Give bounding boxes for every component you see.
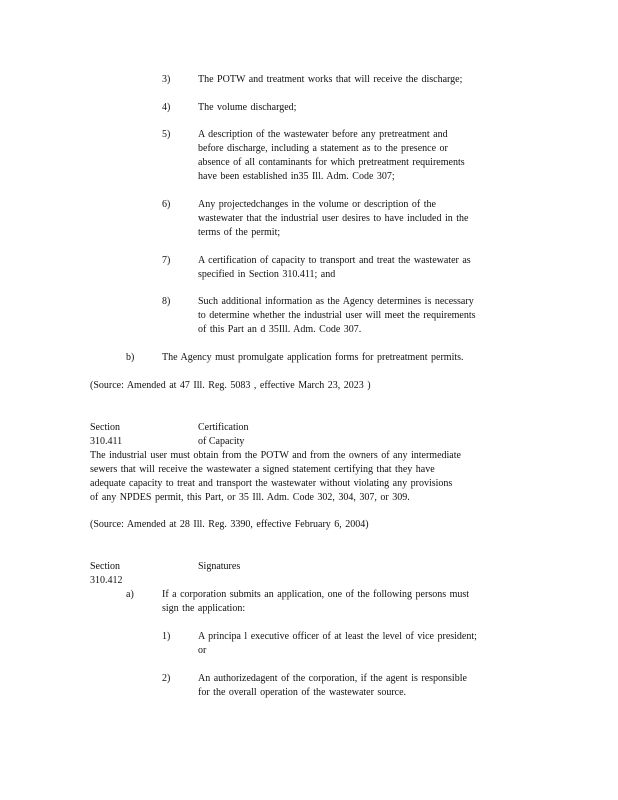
item-text: The volume discharged; <box>198 102 297 113</box>
item-number: 7) <box>162 255 171 266</box>
item-number: 5) <box>162 129 171 140</box>
source-note: (Source: Amended at 47 Ill. Reg. 5083 , effective March 23, 2023 ) <box>90 380 371 391</box>
item-number: 4) <box>162 102 171 113</box>
item-number: 3) <box>162 74 171 85</box>
subsection-text: If a corporation submits an application, one of the following persons must sign the application: <box>162 589 470 614</box>
item-text: A certification of capacity to transport and treat the wastewater as specified in Section 310.411; and <box>198 255 471 280</box>
section-number: Section 310.411 <box>90 422 123 447</box>
item-number: 1) <box>162 631 171 642</box>
subsection-letter: a) <box>126 589 134 600</box>
item-text: Such additional information as the Agency determines is necessary to determine whether the industrial user will meet the requirements of this Part an d 35Ill. Adm. Code 307. <box>198 296 476 335</box>
source-note: (Source: Amended at 28 Ill. Reg. 3390, effective February 6, 2004) <box>90 519 369 530</box>
item-number: 2) <box>162 673 171 684</box>
section-title: Certification of Capacity <box>198 422 249 447</box>
subsection-letter: b) <box>126 352 135 363</box>
item-text: An authorizedagent of the corporation, if the agent is responsible for the overall operation of the wastewater source. <box>198 673 467 698</box>
item-text: A description of the wastewater before any pretreatment and before discharge, including a statement as to the presence or absence of all contaminants for which pretreatment requirements have been established in35 Ill. Adm. Code 307; <box>198 129 465 182</box>
subsection-text: The Agency must promulgate application forms for pretreatment permits. <box>162 352 464 363</box>
item-text: Any projectedchanges in the volume or description of the wastewater that the industrial user desires to have included in the terms of the permit; <box>198 199 469 238</box>
section-title: Signatures <box>198 561 241 572</box>
section-number: Section 310.412 <box>90 561 123 586</box>
section-body: The industrial user must obtain from the POTW and from the owners of any intermediate sewers that will receive the wastewater a signed statement certifying that they have adequate capacity to treat and transport the wastewater without violating any provisions of any NPDES permit, this Part, or 35 Ill. Adm. Code 302, 304, 307, or 309. <box>90 450 461 503</box>
item-number: 8) <box>162 296 171 307</box>
item-text: The POTW and treatment works that will receive the discharge; <box>198 74 463 85</box>
item-text: A principa l executive officer of at least the level of vice president; or <box>198 631 477 656</box>
item-number: 6) <box>162 199 171 210</box>
